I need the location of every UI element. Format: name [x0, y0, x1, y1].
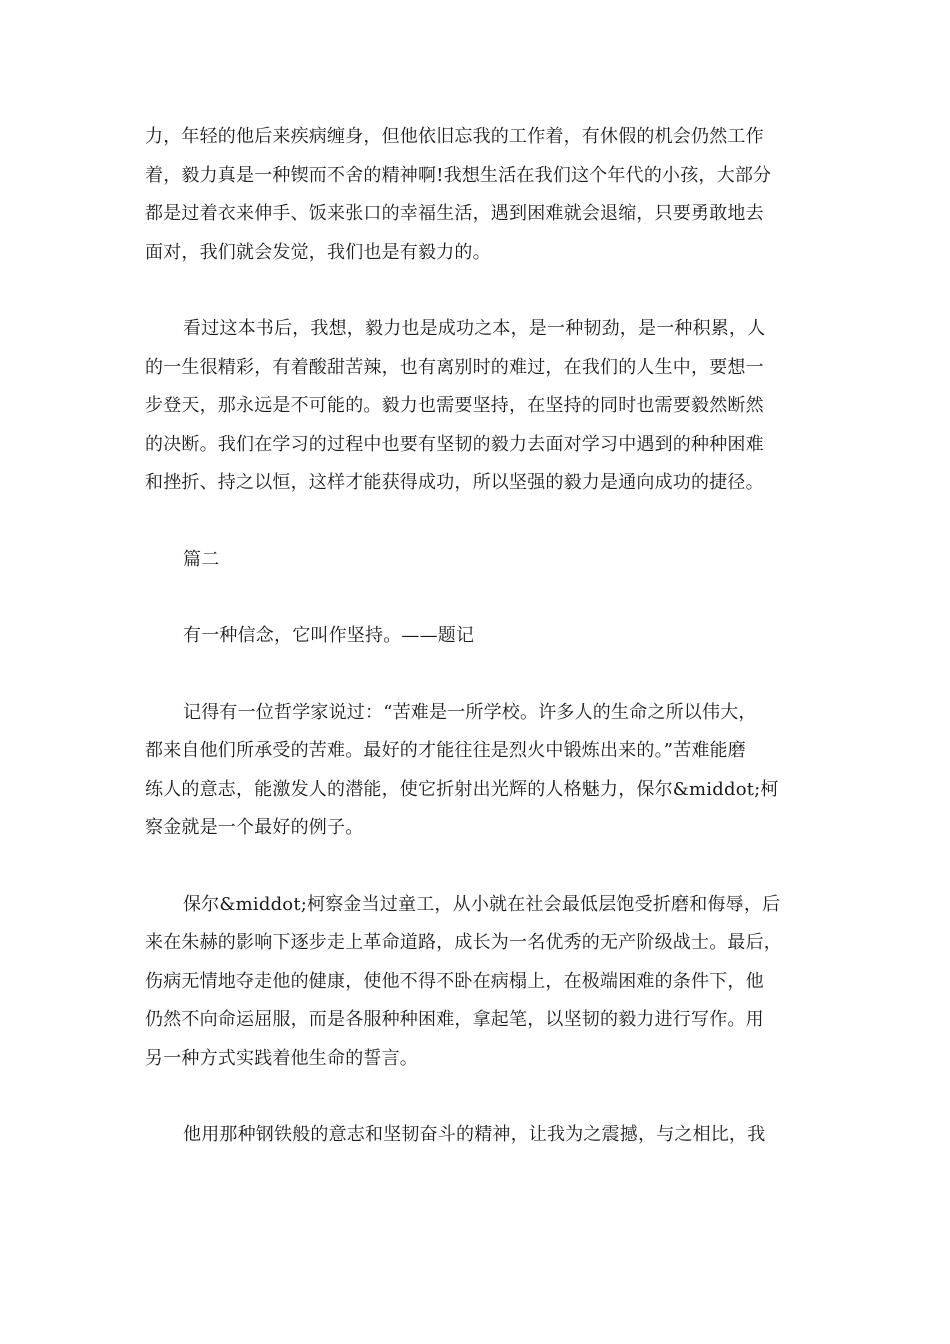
paragraph-spacer: [145, 848, 805, 886]
text-line: 的一生很精彩，有着酸甜苦辣，也有离别时的难过，在我们的人生中，要想一: [145, 356, 764, 378]
paragraph-continuation: [145, 118, 805, 272]
text-line: 记得有一位哲学家说过：“苦难是一所学校。许多人的生命之所以伟大，: [183, 701, 757, 723]
text-line: 都来自他们所承受的苦难。最好的才能往往是烈火中锻炼出来的。”苦难能磨: [145, 740, 746, 761]
text-line: 另一种方式实践着他生命的誓言。: [145, 1047, 418, 1069]
paragraph-spacer: [145, 272, 805, 310]
paragraph-quote: [145, 694, 805, 848]
section-heading: [145, 541, 805, 580]
text-line: 的决断。我们在学习的过程中也要有坚韧的毅力去面对学习中遇到的种种困难: [145, 433, 764, 455]
text-line: 保尔&middot;柯察金当过童工，从小就在社会最低层饱受折磨和侮辱，后: [183, 893, 781, 915]
text-line: 面对，我们就会发觉，我们也是有毅力的。: [145, 241, 491, 263]
document-page: [145, 118, 805, 1155]
text-line: 力，年轻的他后来疾病缠身，但他依旧忘我的工作着，有休假的机会仍然工作: [145, 126, 764, 147]
text-line: 都是过着衣来伸手、饭来张口的幸福生活，遇到困难就会退缩，只要勇敢地去: [145, 203, 764, 224]
paragraph-reflection: [145, 310, 805, 503]
paragraph-spacer: [145, 579, 805, 617]
paragraph-biography: [145, 886, 805, 1079]
paragraph-closing: [145, 1116, 805, 1155]
text-line: 和挫折、持之以恒，这样才能获得成功，所以坚强的毅力是通向成功的捷径。: [145, 472, 764, 493]
text-line: 伤病无情地夺走他的健康，使他不得不卧在病榻上，在极端困难的条件下，他: [145, 970, 764, 992]
text-line: 察金就是一个最好的例子。: [145, 817, 364, 838]
text-line: 步登天，那永远是不可能的。毅力也需要坚持，在坚持的同时也需要毅然断然: [145, 395, 764, 416]
paragraph-epigraph: [145, 617, 805, 656]
paragraph-spacer: [145, 503, 805, 541]
text-line: 有一种信念，它叫作坚持。——题记: [183, 625, 475, 646]
text-line: 仍然不向命运屈服，而是各服种种困难，拿起笔，以坚韧的毅力进行写作。用: [145, 1009, 764, 1030]
text-line: 来在朱赫的影响下逐步走上革命道路，成长为一名优秀的无产阶级战士。最后，: [145, 932, 782, 953]
text-line: 练人的意志，能激发人的潜能，使它折射出光辉的人格魅力，保尔&middot;柯: [145, 778, 779, 800]
text-line: 看过这本书后，我想，毅力也是成功之本，是一种韧劲，是一种积累，人: [183, 318, 766, 339]
paragraph-spacer: [145, 656, 805, 694]
text-line: 着，毅力真是一种锲而不舍的精神啊!我想生活在我们这个年代的小孩，大部分: [145, 164, 772, 186]
text-line: 篇二: [183, 548, 220, 570]
text-line: 他用那种钢铁般的意志和坚韧奋斗的精神，让我为之震撼，与之相比，我: [183, 1124, 766, 1145]
paragraph-spacer: [145, 1078, 805, 1116]
